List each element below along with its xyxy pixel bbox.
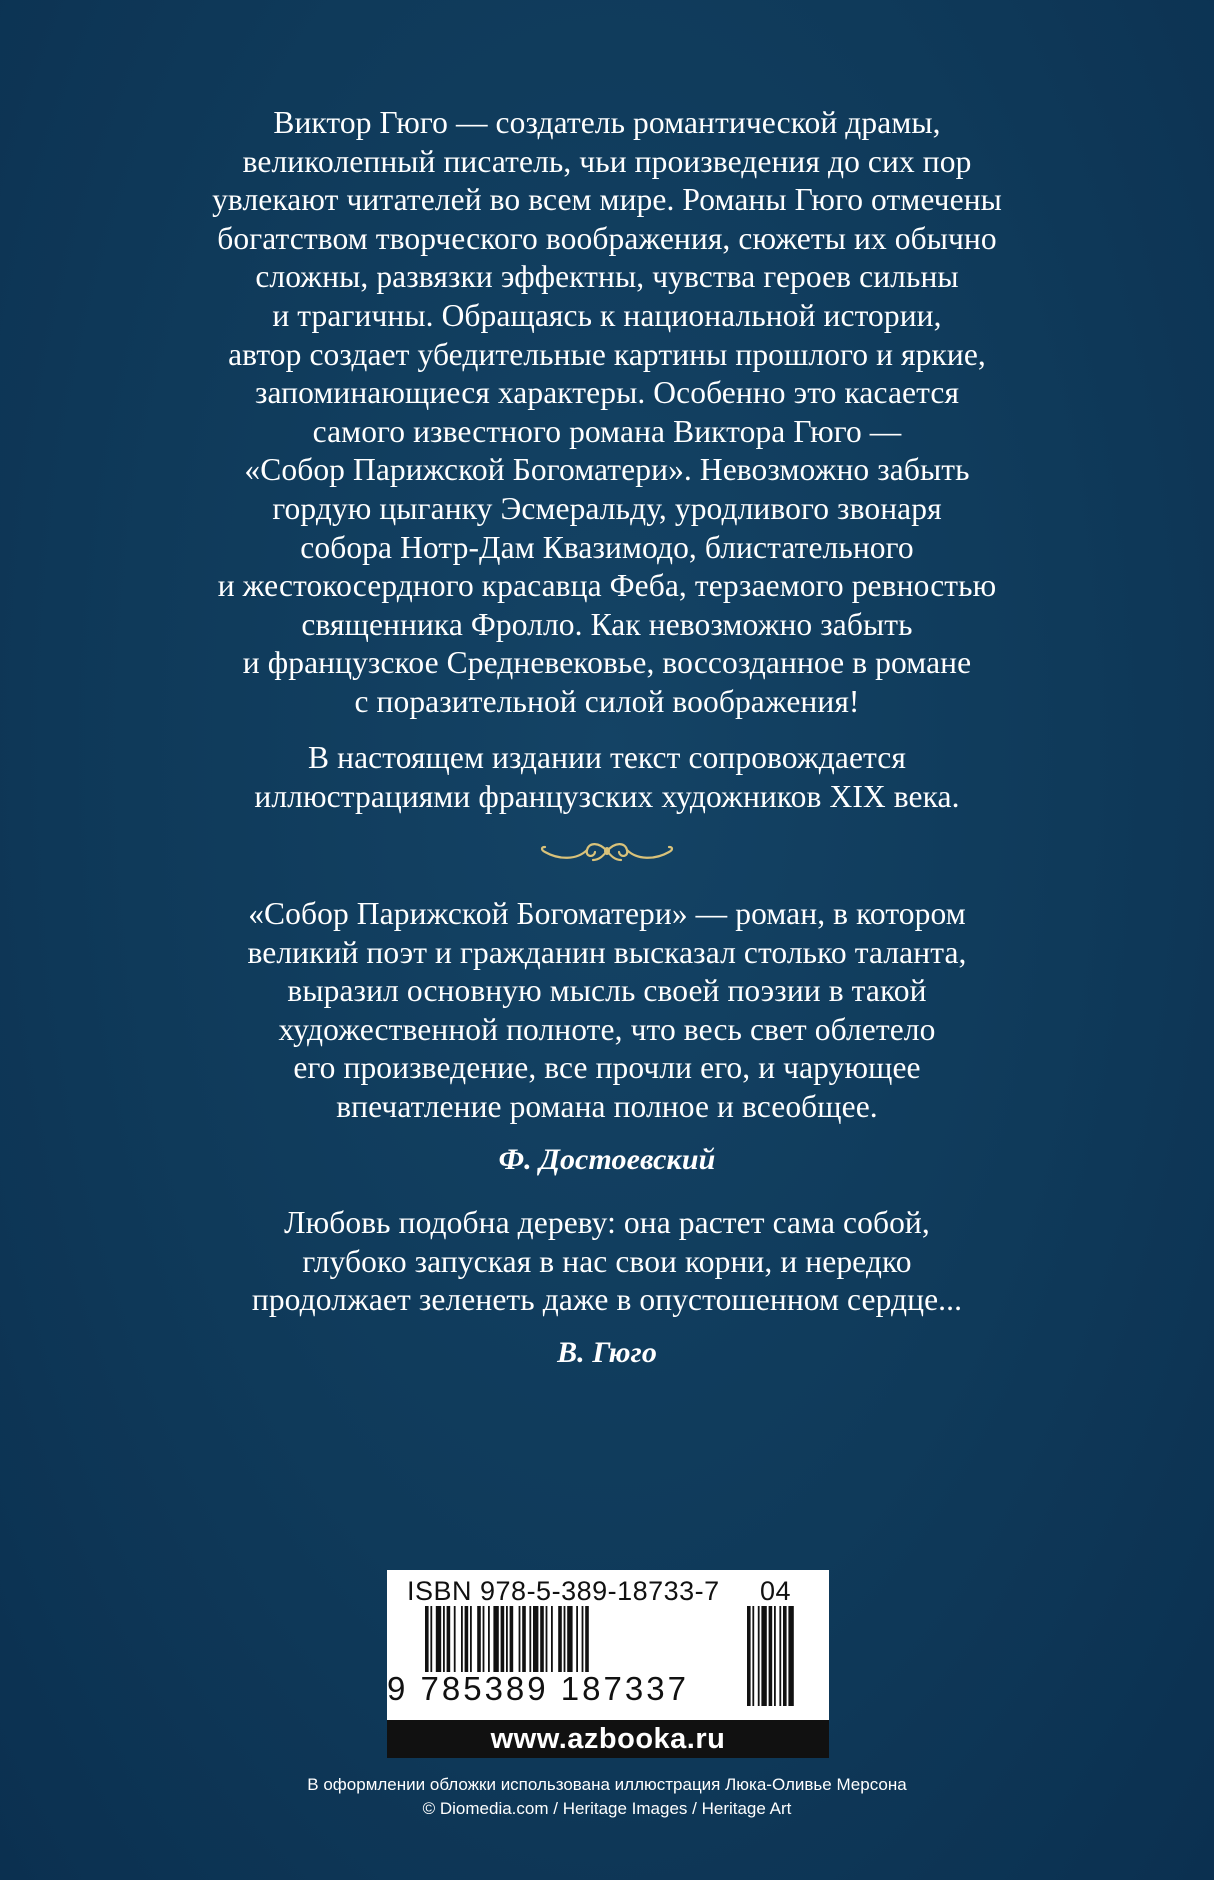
isbn-barcode: [387, 1570, 829, 1720]
quote-line: «Собор Парижской Богоматери» — роман, в котором: [248, 896, 966, 931]
edition-note: [120, 739, 1094, 816]
quote-line: художественной полноте, что весь свет облетело: [278, 1011, 936, 1047]
quote-line: Любовь подобна дереву: она растет сама собой,: [284, 1205, 930, 1240]
intro-line: великолепный писатель, чьи произведения до сих пор: [242, 143, 972, 179]
isbn-addon: 04: [760, 1576, 792, 1606]
decorative-flourish-icon: [537, 838, 677, 864]
intro-line: автор создает убедительные картины прошлого и яркие,: [228, 336, 986, 372]
intro-line: увлекают читателей во всем мире. Романы Гюго отмечены: [212, 182, 1002, 218]
intro-line: и трагичны. Обращаясь к национальной истории,: [272, 297, 942, 333]
dostoevsky-quote: [120, 895, 1094, 1179]
intro-line: собора Нотр-Дам Квазимодо, блистательного: [300, 529, 914, 565]
edition-line: В настоящем издании текст сопровождается: [308, 740, 906, 775]
intro-line: богатством творческого воображения, сюжеты их обычно: [217, 220, 997, 256]
intro-line: и жестокосердного красавца Феба, терзаемого ревностью: [217, 568, 997, 604]
intro-line: гордую цыганку Эсмеральду, уродливого звонаря: [272, 490, 942, 526]
hugo-quote: [120, 1204, 1094, 1372]
quote-line: его произведение, все прочли его, и чарующее: [293, 1050, 921, 1086]
intro-line: Виктор Гюго — создатель романтической драмы,: [273, 105, 941, 140]
credit-line: © Diomedia.com / Heritage Images / Heritage Art: [422, 1799, 792, 1818]
intro-paragraph: [120, 104, 1094, 722]
cover-credit: [120, 1773, 1094, 1821]
edition-line: иллюстрациями французских художников XIX века.: [254, 778, 960, 814]
quote-line: глубоко запуская в нас свои корни, и нередко: [302, 1243, 912, 1279]
intro-line: запоминающиеся характеры. Особенно это касается: [254, 375, 960, 411]
ean-digits: 9 785389 187337: [387, 1670, 689, 1707]
quote-line: великий поэт и гражданин высказал столько таланта,: [247, 934, 967, 970]
quote-line: продолжает зеленеть даже в опустошенном сердце...: [251, 1282, 963, 1318]
intro-line: самого известного романа Виктора Гюго —: [312, 413, 902, 449]
quote-line: выразил основную мысль своей поэзии в такой: [287, 973, 927, 1009]
isbn-number: ISBN 978-5-389-18733-7: [407, 1576, 720, 1606]
quote-author: Ф. Достоевский: [498, 1142, 716, 1176]
intro-line: с поразительной силой воображения!: [354, 683, 860, 719]
intro-line: «Собор Парижской Богоматери». Невозможно забыть: [244, 452, 970, 488]
credit-line: В оформлении обложки использована иллюстрация Люка-Оливье Мерсона: [307, 1775, 907, 1794]
intro-line: священника Фролло. Как невозможно забыть: [301, 606, 913, 642]
intro-line: сложны, развязки эффектны, чувства героев сильны: [255, 259, 959, 295]
quote-author: В. Гюго: [557, 1335, 657, 1369]
quote-line: впечатление романа полное и всеобщее.: [336, 1088, 878, 1124]
isbn-label: [407, 1576, 817, 1607]
publisher-website: www.azbooka.ru: [387, 1720, 829, 1758]
intro-line: и французское Средневековье, воссозданное в романе: [242, 645, 972, 681]
